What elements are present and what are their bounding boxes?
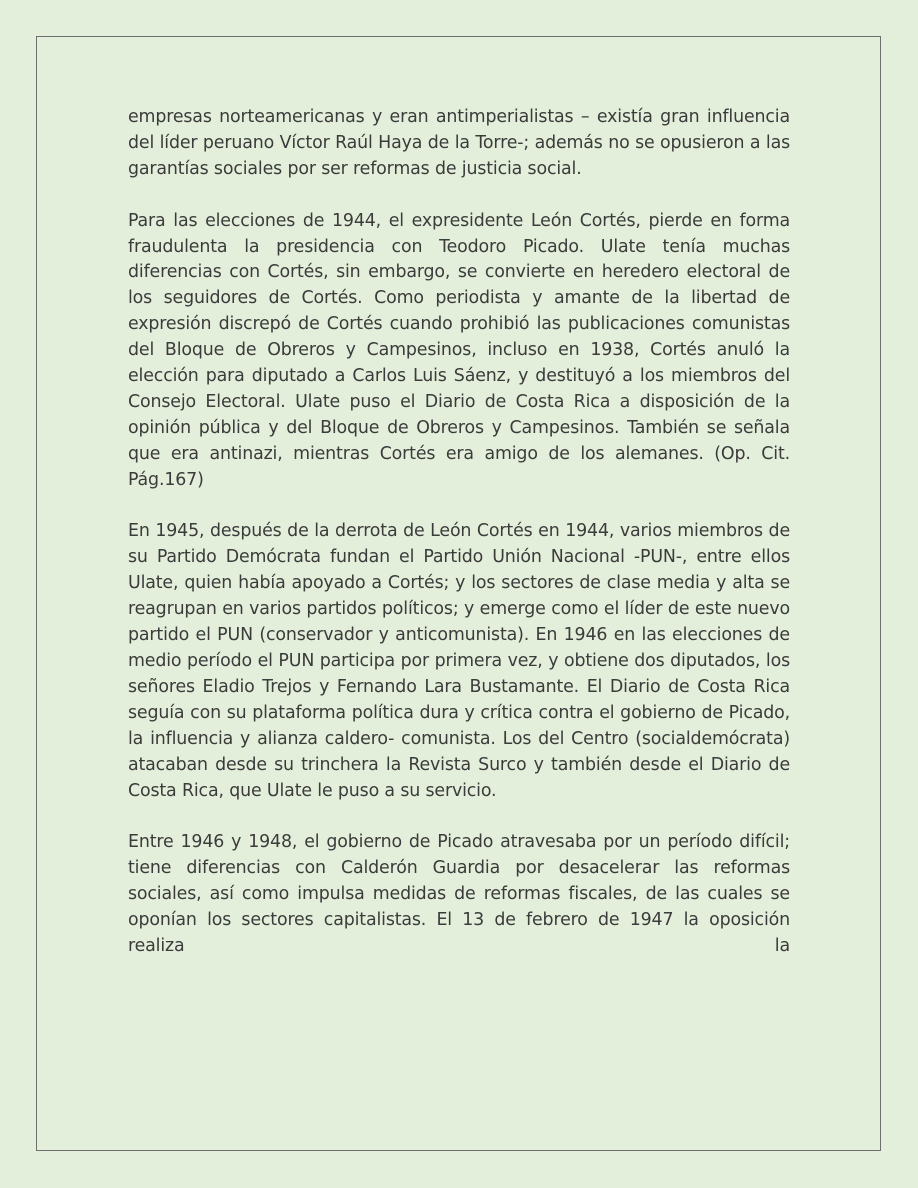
paragraph-3: En 1945, después de la derrota de León Cortés en 1944, varios miembros de su Partido Demócrata fundan el Partido Unión Nacional -PUN-, entre ellos Ulate, quien había apoyado a Cortés; y los sectores de clase media y alta se reagrupan en varios partidos políticos; y emerge como el líder de este nuevo partido el PUN (conservador y anticomunista). En 1946 en las elecciones de medio período el PUN participa por primera vez, y obtiene dos diputados, los señores Eladio Trejos y Fernando Lara Bustamante. El Diario de Costa Rica seguía con su plataforma política dura y crítica contra el gobierno de Picado, la influencia y alianza caldero- comunista. Los del Centro (socialdemócrata) atacaban desde su trinchera la Revista Surco y también desde el Diario de Costa Rica, que Ulate le puso a su servicio. (128, 521, 790, 801)
document-body (128, 105, 790, 960)
paragraph-2: Para las elecciones de 1944, el expresidente León Cortés, pierde en forma fraudulenta la presidencia con Teodoro Picado. Ulate tenía muchas diferencias con Cortés, sin embargo, se convierte en heredero electoral de los seguidores de Cortés. Como periodista y amante de la libertad de expresión discrepó de Cortés cuando prohibió las publicaciones comunistas del Bloque de Obreros y Campesinos, incluso en 1938, Cortés anuló la elección para diputado a Carlos Luis Sáenz, y destituyó a los miembros del Consejo Electoral. Ulate puso el Diario de Costa Rica a disposición de la opinión pública y del Bloque de Obreros y Campesinos. También se señala que era antinazi, mientras Cortés era amigo de los alemanes. (Op. Cit. Pág.167) (128, 210, 790, 490)
paragraph-4: Entre 1946 y 1948, el gobierno de Picado atravesaba por un período difícil; tiene diferencias con Calderón Guardia por desacelerar las reformas sociales, así como impulsa medidas de reformas fiscales, de las cuales se oponían los sectores capitalistas. El 13 de febrero de 1947 la oposición realiza la (128, 832, 790, 956)
paragraph-1: empresas norteamericanas y eran antimperialistas – existía gran influencia del líder peruano Víctor Raúl Haya de la Torre-; además no se opusieron a las garantías sociales por ser reformas de justicia social. (128, 107, 790, 179)
